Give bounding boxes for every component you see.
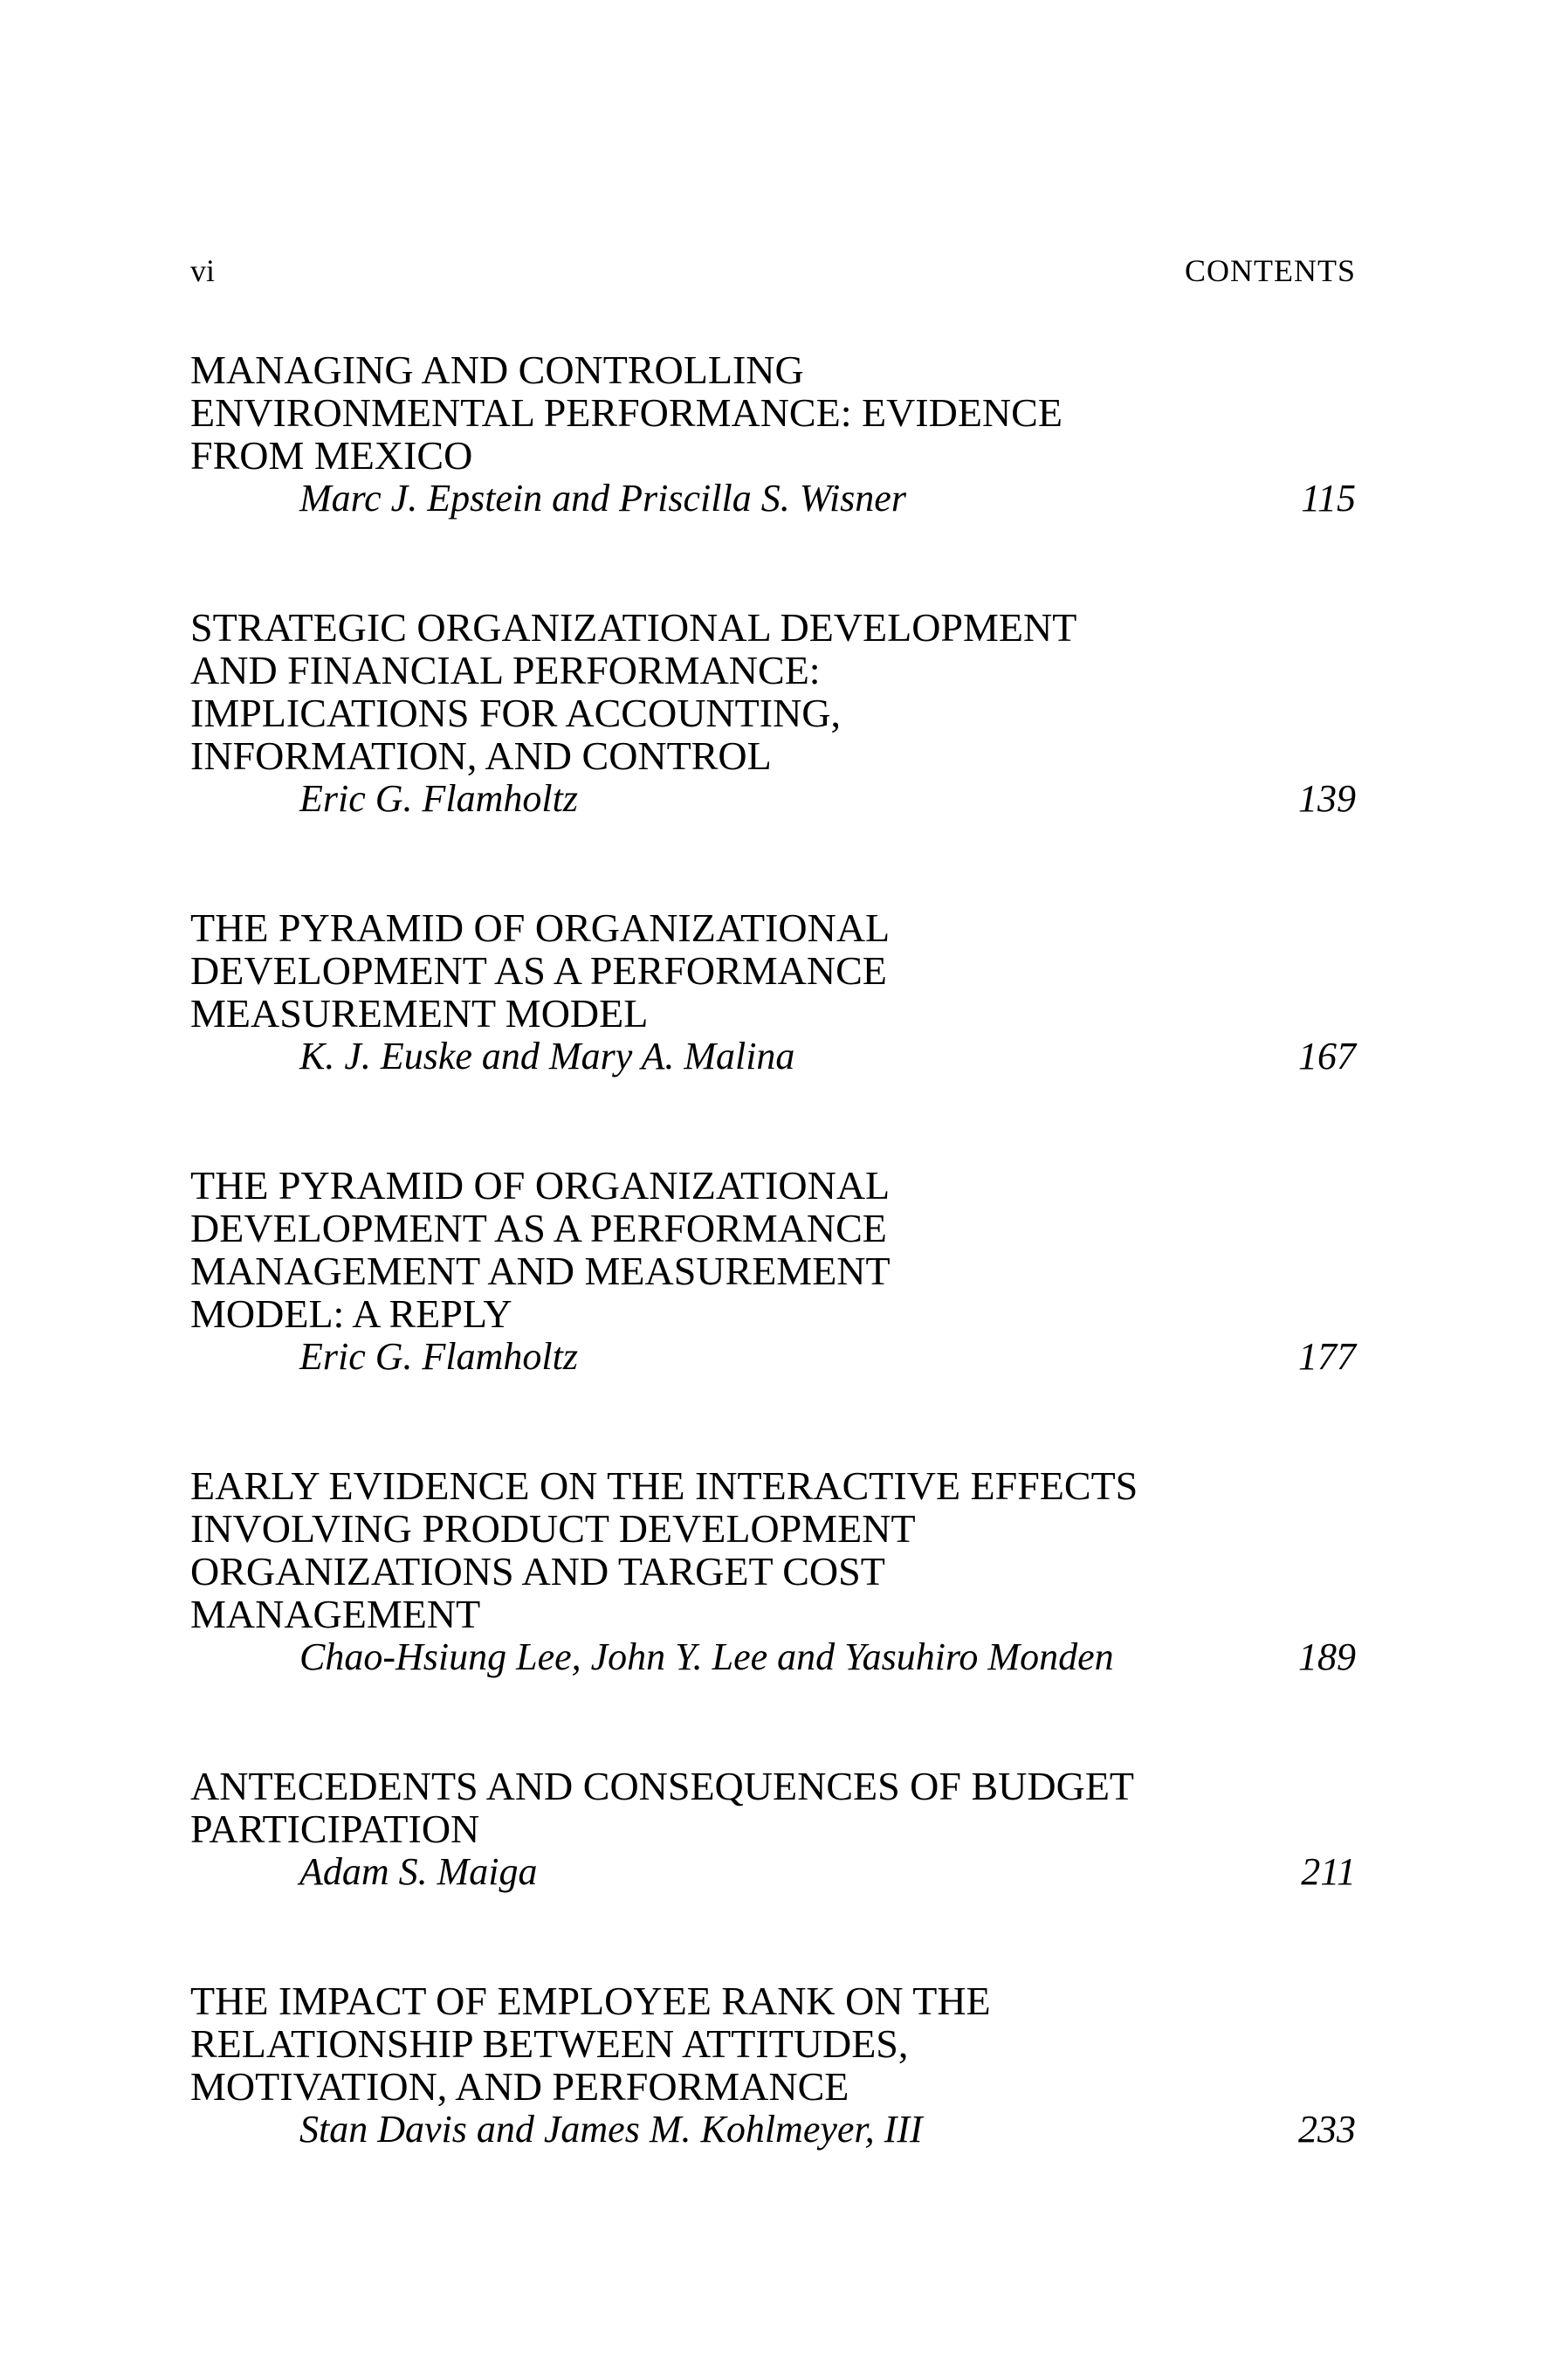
toc-entry (190, 1979, 1356, 2151)
entry-authors: Eric G. Flamholtz (299, 777, 578, 820)
entry-author-row (190, 777, 1356, 820)
entry-author-row (190, 1335, 1356, 1378)
entry-page-number: 177 (1298, 1335, 1356, 1378)
entry-author-row (190, 477, 1356, 520)
entry-page-number: 189 (1298, 1635, 1356, 1678)
table-of-contents (190, 348, 1356, 2237)
entry-authors: Eric G. Flamholtz (299, 1335, 578, 1378)
entry-title: STRATEGIC ORGANIZATIONAL DEVELOPMENT AND FINANCIAL PERFORMANCE: IMPLICATIONS FOR ACCOUNTING, INFORMATION, AND CONTROL (190, 605, 1077, 778)
entry-title: MANAGING AND CONTROLLING ENVIRONMENTAL PERFORMANCE: EVIDENCE FROM MEXICO (190, 348, 1063, 478)
toc-entry (190, 606, 1356, 820)
page-number: vi (190, 253, 216, 288)
toc-entry (190, 906, 1356, 1077)
entry-title: EARLY EVIDENCE ON THE INTERACTIVE EFFECTS INVOLVING PRODUCT DEVELOPMENT ORGANIZATIONS AND TARGET COST MANAGEMENT (190, 1463, 1138, 1636)
entry-page-number: 233 (1298, 2108, 1356, 2151)
running-title: CONTENTS (1185, 253, 1356, 288)
entry-title: THE PYRAMID OF ORGANIZATIONAL DEVELOPMENT AS A PERFORMANCE MANAGEMENT AND MEASUREMENT MODEL: A REPLY (190, 1163, 891, 1336)
entry-page-number: 167 (1298, 1035, 1356, 1077)
entry-page-number: 139 (1298, 777, 1356, 820)
page-header (190, 251, 1356, 290)
entry-author-row (190, 1035, 1356, 1077)
entry-title: THE PYRAMID OF ORGANIZATIONAL DEVELOPMENT AS A PERFORMANCE MEASUREMENT MODEL (190, 905, 891, 1036)
toc-entry (190, 1765, 1356, 1893)
toc-entry (190, 348, 1356, 520)
entry-page-number: 115 (1301, 477, 1356, 520)
entry-authors: Chao-Hsiung Lee, John Y. Lee and Yasuhiro Monden (299, 1635, 1114, 1678)
toc-entry (190, 1164, 1356, 1378)
entry-title: THE IMPACT OF EMPLOYEE RANK ON THE RELATIONSHIP BETWEEN ATTITUDES, MOTIVATION, AND PERFORMANCE (190, 1979, 991, 2109)
entry-authors: Marc J. Epstein and Priscilla S. Wisner (299, 477, 906, 520)
entry-authors: K. J. Euske and Mary A. Malina (299, 1035, 795, 1077)
toc-entry (190, 1464, 1356, 1678)
entry-author-row (190, 1850, 1356, 1893)
entry-title: ANTECEDENTS AND CONSEQUENCES OF BUDGET PARTICIPATION (190, 1764, 1135, 1851)
entry-author-row (190, 1635, 1356, 1678)
entry-page-number: 211 (1301, 1850, 1356, 1893)
entry-authors: Stan Davis and James M. Kohlmeyer, III (299, 2108, 923, 2151)
entry-authors: Adam S. Maiga (299, 1850, 538, 1893)
entry-author-row (190, 2108, 1356, 2151)
